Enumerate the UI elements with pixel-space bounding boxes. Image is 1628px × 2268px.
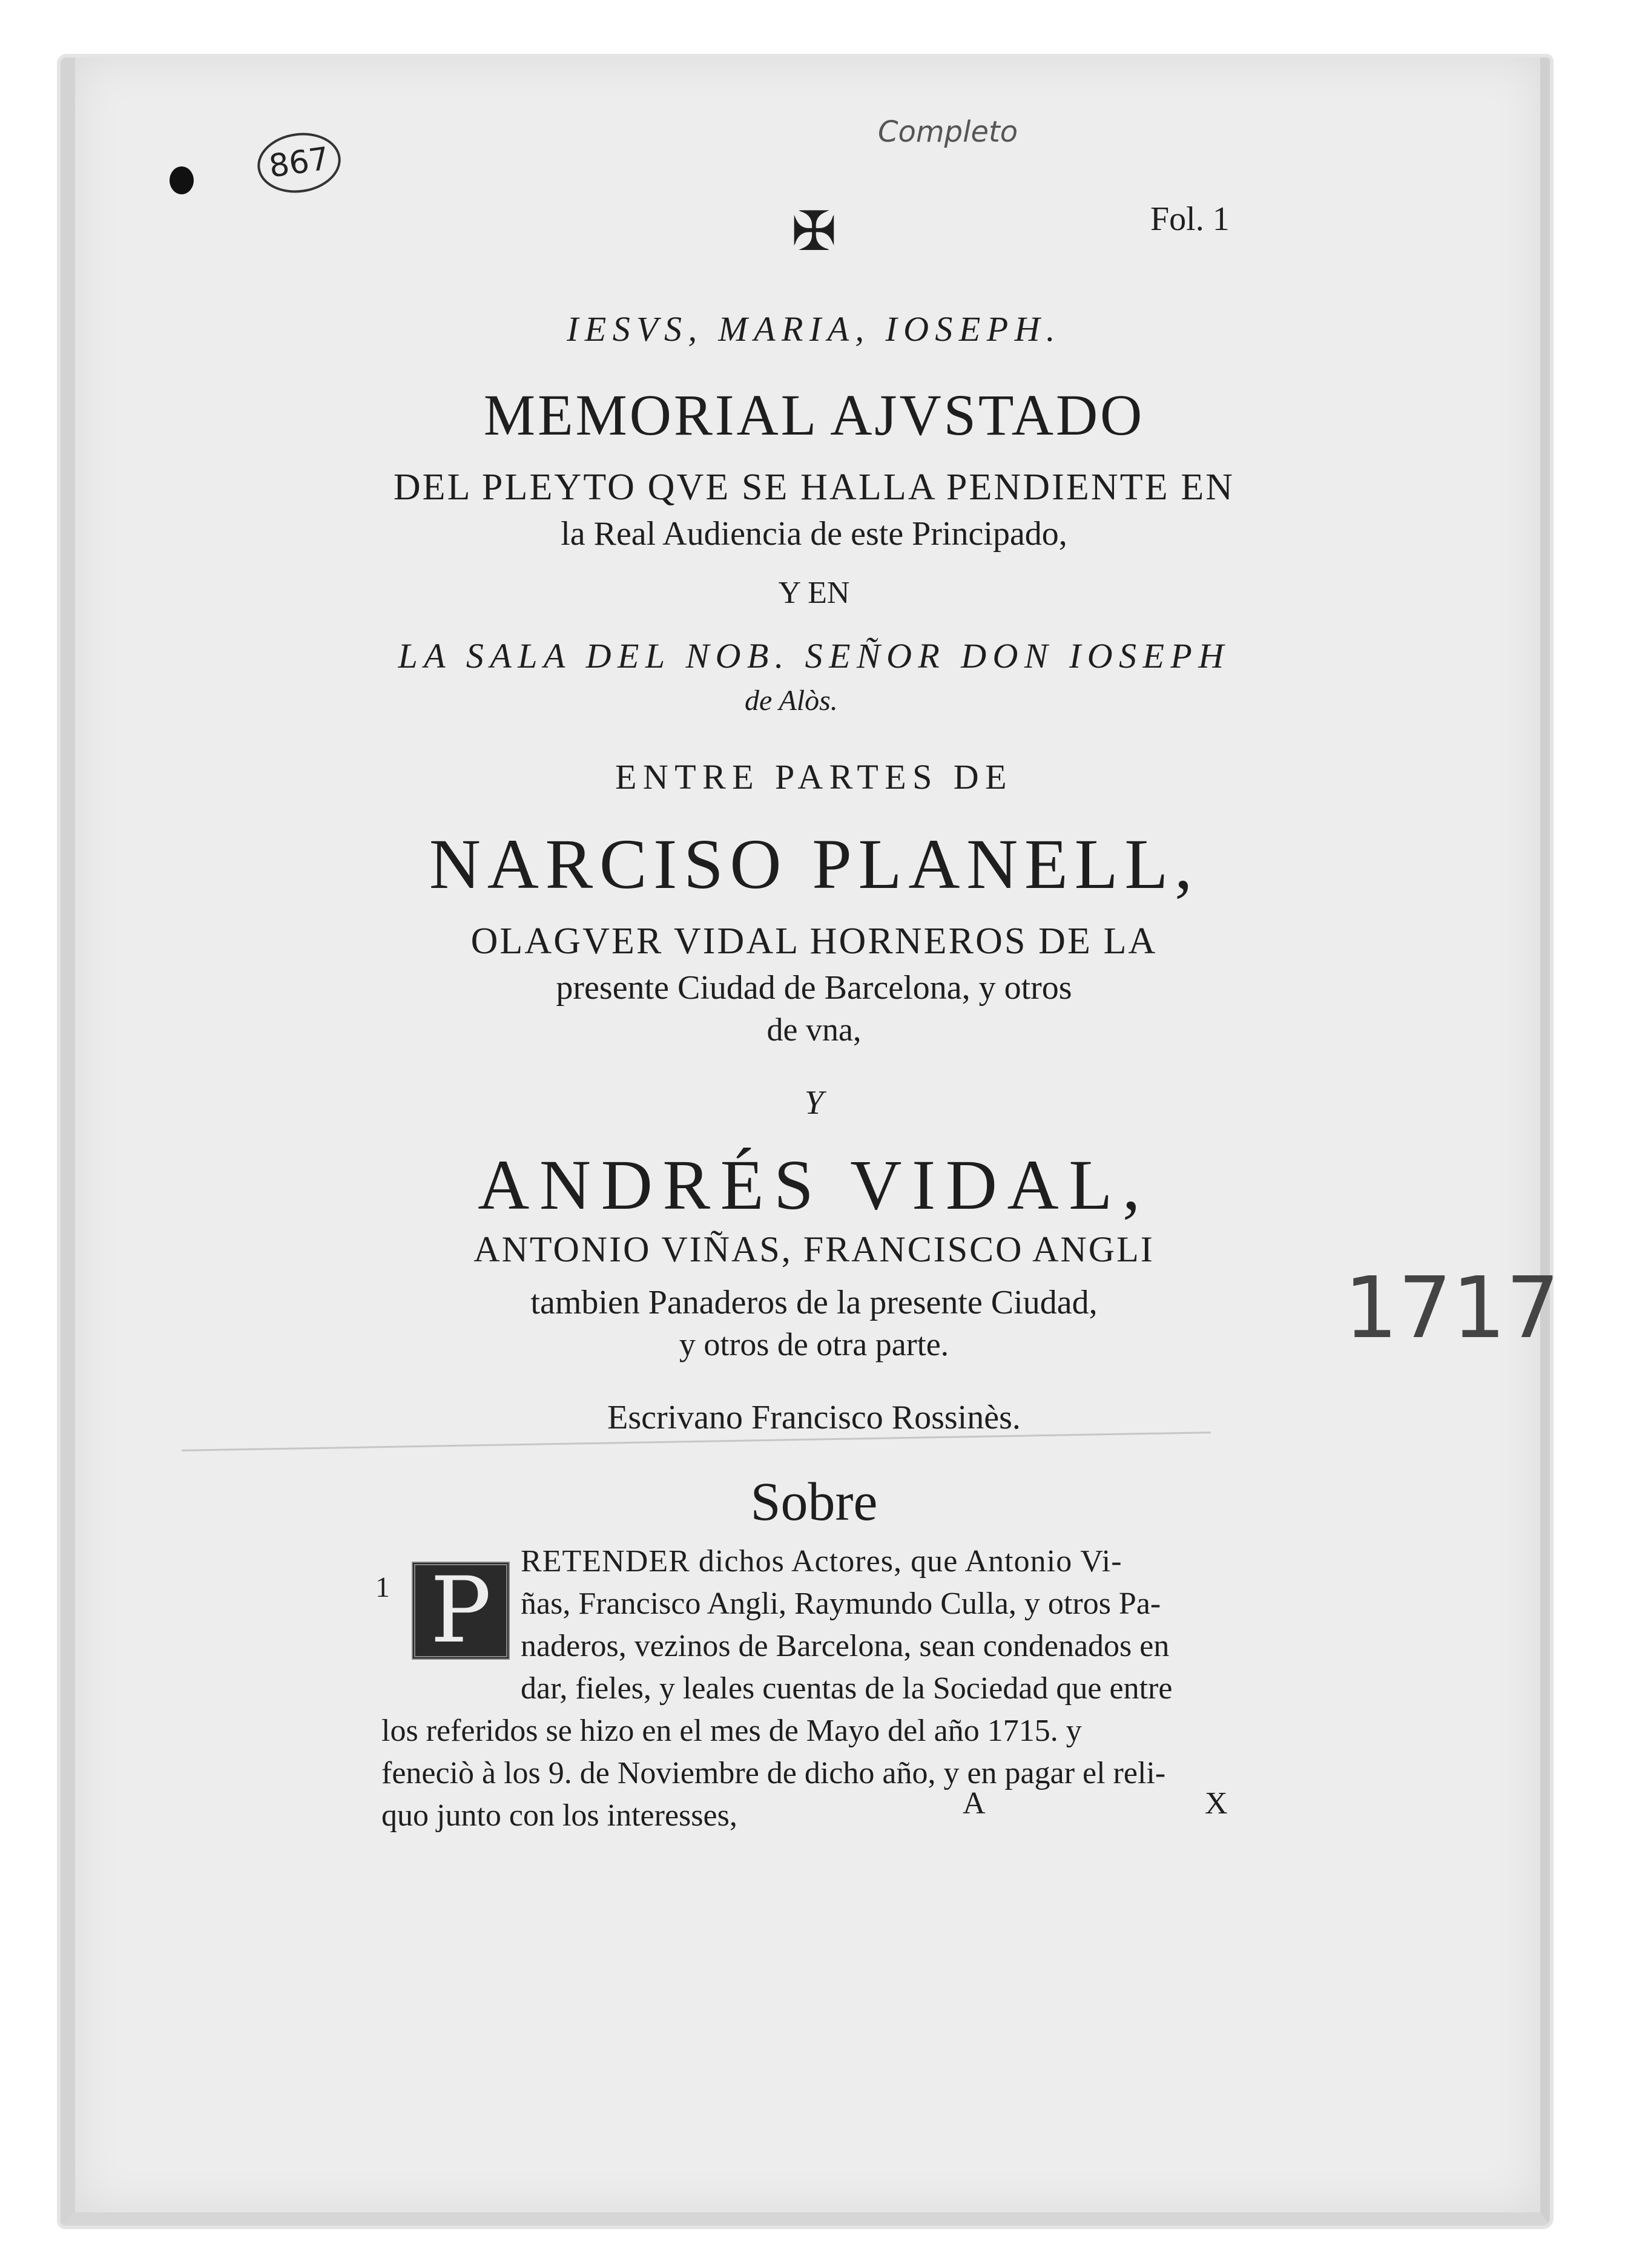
title-line-3: la Real Audiencia de este Principado, xyxy=(561,515,1067,553)
party-two-line-2: ANTONIO VIÑAS, FRANCISCO ANGLI xyxy=(473,1229,1155,1269)
invocation: IESVS, MARIA, IOSEPH. xyxy=(567,309,1061,349)
paragraph-number: 1 xyxy=(375,1571,390,1603)
sobre-heading: Sobre xyxy=(750,1472,878,1532)
ink-blot xyxy=(170,166,194,194)
party-one-line-2: OLAGVER VIDAL HORNEROS DE LA xyxy=(470,921,1158,962)
escrivano: Escrivano Francisco Rossinès. xyxy=(607,1399,1021,1436)
body-line-5: los referidos se hizo en el mes de Mayo del año 1715. y xyxy=(381,1714,1082,1748)
catchword: X xyxy=(1205,1786,1228,1821)
main-title: MEMORIAL AJVSTADO xyxy=(483,383,1145,447)
signature-mark: A xyxy=(963,1786,986,1821)
title-line-2: DEL PLEYTO QVE SE HALLA PENDIENTE EN xyxy=(393,467,1235,508)
handwritten-note: Completo xyxy=(878,115,1018,149)
party-one-name: NARCISO PLANELL, xyxy=(429,824,1199,904)
body-line-4: dar, fieles, y leales cuentas de la Sociedad que entre xyxy=(521,1671,1173,1706)
title-y-en: Y EN xyxy=(778,576,850,610)
cross-icon: ✠ xyxy=(791,202,837,262)
body-line-3: naderos, vezinos de Barcelona, sean condenados en xyxy=(521,1629,1170,1663)
folio-number: Fol. 1 xyxy=(1150,200,1230,238)
archive-number-stamp: 867 xyxy=(254,128,344,198)
party-two-line-4: y otros de otra parte. xyxy=(679,1326,949,1362)
title-sala: LA SALA DEL NOB. SEÑOR DON IOSEPH xyxy=(398,636,1230,675)
body-line-2: ñas, Francisco Angli, Raymundo Culla, y otros Pa- xyxy=(521,1586,1161,1621)
party-two-name: ANDRÉS VIDAL, xyxy=(478,1145,1150,1224)
conjunction-y: Y xyxy=(804,1084,824,1122)
body-line-6: feneciò à los 9. de Noviembre de dicho año, y en pagar el reli- xyxy=(381,1756,1166,1790)
party-two-line-3: tambien Panaderos de la presente Ciudad, xyxy=(530,1284,1098,1321)
handwritten-year: 1717 xyxy=(1344,1259,1560,1358)
body-line-7: quo junto con los interesses, xyxy=(381,1798,737,1833)
title-alos: de Alòs. xyxy=(745,685,838,717)
party-one-line-4: de vna, xyxy=(766,1011,862,1048)
party-one-line-3: presente Ciudad de Barcelona, y otros xyxy=(556,969,1072,1007)
body-line-1: RETENDER dichos Actores, que Antonio Vi- xyxy=(521,1544,1122,1579)
entre-partes: ENTRE PARTES DE xyxy=(615,757,1013,797)
dropcap-initial: P xyxy=(412,1562,510,1660)
